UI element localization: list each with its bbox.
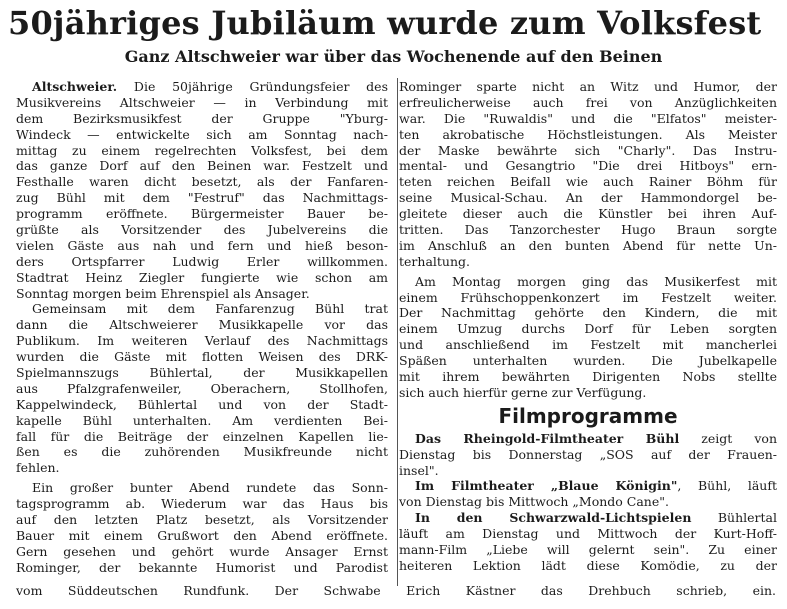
article-line: aus Pfalzgrafenweiler, Oberachern, Stollhofen, bbox=[16, 380, 388, 396]
film-line: insel". bbox=[399, 462, 439, 478]
film-line-text: Bühlertal bbox=[717, 510, 777, 526]
article-line: dann die Altschweierer Musikkapelle vor das bbox=[16, 317, 388, 333]
article-line: Ein großer bunter Abend rundete das Sonn- bbox=[32, 480, 388, 496]
article-line: Am Montag morgen ging das Musikerfest mit bbox=[415, 273, 777, 289]
article-line: zug Bühl mit dem "Festruf" das Nachmittags- bbox=[16, 190, 388, 206]
article-line: mittag zu einem regelrechten Volksfest, bei dem bbox=[16, 142, 388, 158]
article-line: war. Die "Ruwaldis" und die "Elfatos" meister- bbox=[399, 110, 777, 126]
article-line: einem Umzug durchs Dorf für Leben sorgten bbox=[399, 321, 777, 337]
film-line: Dienstag bis Donnerstag „SOS auf der Frauen- bbox=[399, 446, 777, 462]
article-line: seine Musical-Schau. An der Hammondorgel be- bbox=[399, 190, 777, 206]
article-line: und anschließend im Festzelt mit mancherlei bbox=[399, 337, 777, 353]
article-line: tritten. Das Tanzorchester Hugo Braun sorgte bbox=[399, 222, 777, 238]
cinema-name: Das Rheingold-Filmtheater Bühl bbox=[415, 430, 680, 446]
film-line bbox=[399, 478, 777, 494]
cinema-name: Im Filmtheater „Blaue Königin" bbox=[415, 478, 678, 494]
article-line: mental- und Gesangtrio "Die drei Hitboys" ern- bbox=[399, 158, 777, 174]
article-line: teten reichen Beifall wie auch Rainer Böhm für bbox=[399, 174, 777, 190]
article-line-text: Die 50jährige Gründungsfeier des bbox=[133, 79, 388, 94]
article-line: auf den letzten Platz besetzt, als Vorsitzender bbox=[16, 512, 388, 528]
article-line: sich auch hierfür gerne zur Verfügung. bbox=[399, 384, 647, 400]
article-line: Bauer mit einem Grußwort den Abend eröffnete. bbox=[16, 527, 388, 543]
article-line: programm eröffnete. Bürgermeister Bauer be- bbox=[16, 206, 388, 222]
article-line: Gern gesehen und gehört wurde Ansager Ernst bbox=[16, 543, 388, 559]
article-line: Rominger, der bekannte Humorist und Parodist bbox=[16, 559, 388, 575]
article-line: Späßen unterhalten wurden. Die Jubelkapelle bbox=[399, 353, 777, 369]
article-line: einem Frühschoppenkonzert im Festzelt weiter. bbox=[399, 289, 777, 305]
left-column bbox=[16, 79, 388, 576]
article-line: ßen es die zuhörenden Musikfreunde nicht bbox=[16, 444, 388, 460]
footer-line: vom Süddeutschen Rundfunk. Der Schwabe Erich Kästner das Drehbuch schrieb, ein. bbox=[16, 583, 776, 598]
article-line bbox=[16, 79, 388, 95]
films-heading: Filmprogramme bbox=[498, 403, 678, 428]
article-line: kapelle Bühl unterhalten. Am verdienten Bei- bbox=[16, 412, 388, 428]
article-line: im Anschluß an den bunten Abend für nette Un- bbox=[399, 237, 777, 253]
article-line: gleitete dieser auch die Künstler bei ihren Auf- bbox=[399, 206, 777, 222]
article-line: Stadtrat Heinz Ziegler fungierte wie schon am bbox=[16, 269, 388, 285]
article-line: Gemeinsam mit dem Fanfarenzug Bühl trat bbox=[32, 301, 388, 317]
article-line: tagsprogramm ab. Wiederum war das Haus bis bbox=[16, 496, 388, 512]
article-line: Windeck — entwickelte sich am Sonntag nach- bbox=[16, 126, 388, 142]
article-line: der Maske bewährte sich "Charly". Das Instru- bbox=[399, 142, 777, 158]
article-line: fall für die Beiträge der einzelnen Kapellen lie- bbox=[16, 428, 388, 444]
film-line bbox=[399, 510, 777, 526]
article-line: fehlen. bbox=[16, 460, 60, 476]
headline: 50jähriges Jubiläum wurde zum Volksfest bbox=[8, 4, 762, 42]
article-line: Kappelwindeck, Bühlertal und von der Stadt- bbox=[16, 396, 388, 412]
article-line: Sonntag morgen beim Ehrenspiel als Ansager. bbox=[16, 285, 310, 301]
article-line: Der Nachmittag gehörte den Kindern, die mit bbox=[399, 305, 777, 321]
article-line: grüßte als Vorsitzender des Jubelvereins die bbox=[16, 222, 388, 238]
film-line-text: , Bühl, läuft bbox=[677, 478, 777, 494]
article-line: ten akrobatische Höchstleistungen. Als Meister bbox=[399, 126, 777, 142]
article-line: das ganze Dorf auf den Beinen war. Festzelt und bbox=[16, 158, 388, 174]
dateline: Altschweier. bbox=[32, 79, 118, 94]
article-line: terhaltung. bbox=[399, 253, 470, 269]
right-column bbox=[399, 79, 777, 574]
article-line: Festhalle waren dicht besetzt, als der Fanfaren- bbox=[16, 174, 388, 190]
article-line: Musikvereins Altschweier — in Verbindung mit bbox=[16, 94, 388, 110]
article-line: Publikum. Im weiteren Verlauf des Nachmittags bbox=[16, 333, 388, 349]
article-line: wurden die Gäste mit flotten Weisen des DRK- bbox=[16, 349, 388, 365]
article-line: Rominger sparte nicht an Witz und Humor, der bbox=[399, 79, 777, 94]
cinema-name: In den Schwarzwald-Lichtspielen bbox=[415, 510, 692, 526]
film-line: mann-Film „Liebe will gelernt sein". Zu einer bbox=[399, 542, 777, 558]
article-line: Spielmannszugs Bühlertal, der Musikkapellen bbox=[16, 365, 388, 381]
film-line bbox=[399, 431, 777, 447]
film-line: von Dienstag bis Mittwoch „Mondo Cane". bbox=[399, 494, 669, 510]
article-line: vielen Gäste aus nah und fern und hieß beson- bbox=[16, 237, 388, 253]
article-line: ders Ortspfarrer Ludwig Erler willkommen. bbox=[16, 253, 388, 269]
film-line: läuft am Dienstag und Mittwoch der Kurt-Hoff- bbox=[399, 526, 777, 542]
subheadline: Ganz Altschweier war über das Wochenende auf den Beinen bbox=[124, 47, 663, 66]
article-line: dem Bezirksmusikfest der Gruppe "Yburg- bbox=[16, 110, 388, 126]
article-line: erfreulicherweise auch frei von Anzüglichkeiten bbox=[399, 94, 777, 110]
film-line-text: zeigt von bbox=[701, 430, 777, 446]
film-line: heiteren Lektion lädt diese Komödie, zu der bbox=[399, 557, 777, 573]
article-line: mit ihrem bewährten Dirigenten Nobs stellte bbox=[399, 369, 777, 385]
column-divider bbox=[397, 78, 398, 586]
